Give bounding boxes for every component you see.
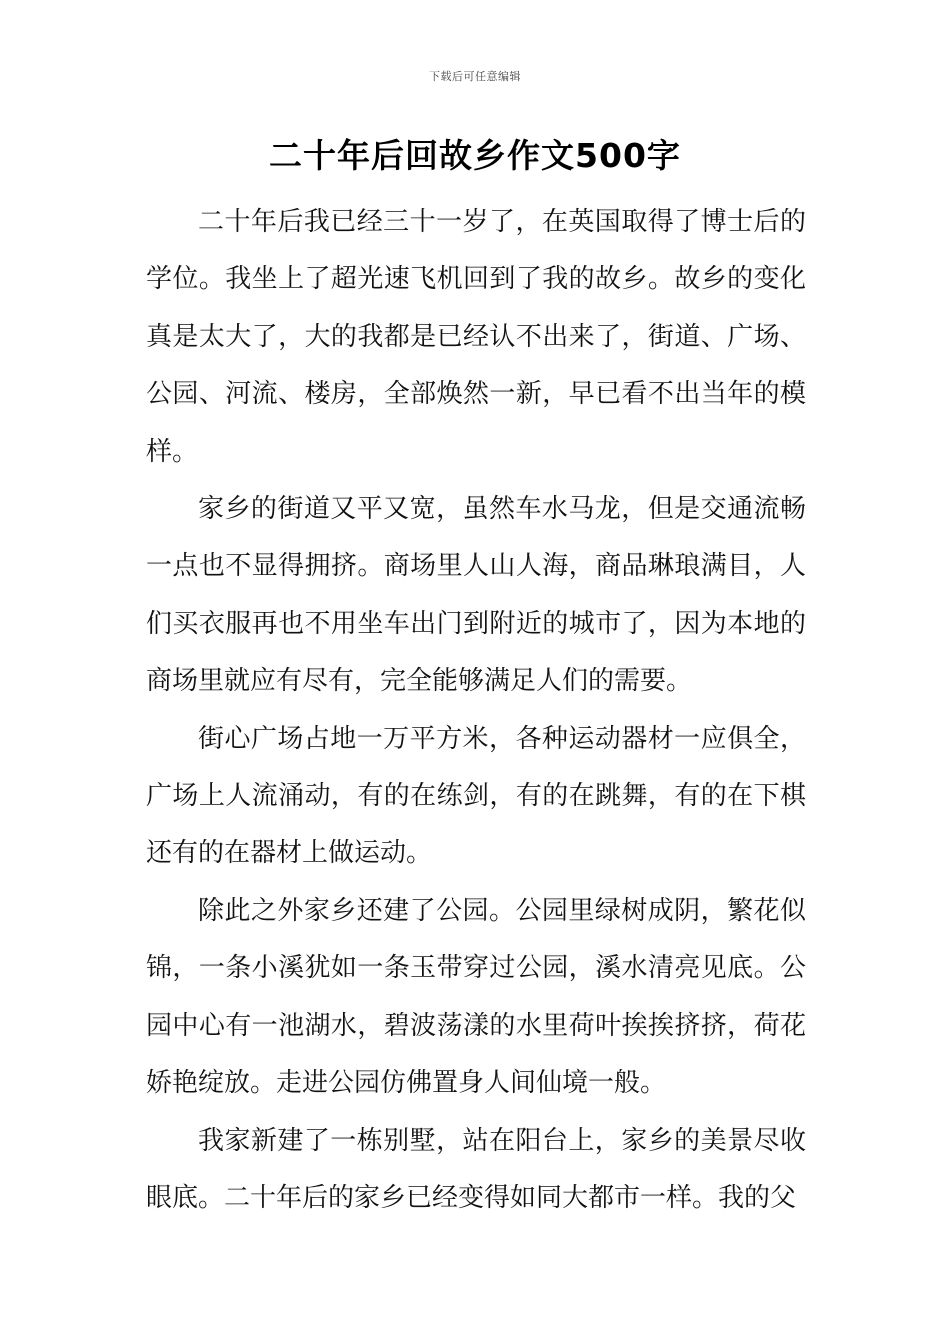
paragraph-1: 二十年后我已经三十一岁了，在英国取得了博士后的学位。我坐上了超光速飞机回到了我的故乡。故乡的变化真是太大了，大的我都是已经认不出来了，街道、广场、公园、河流、楼房，全部焕然一新，早已看不出当年的模样。: [146, 207, 806, 467]
paragraph-3: 街心广场占地一万平方米，各种运动器材一应俱全，广场上人流涌动，有的在练剑，有的在跳舞，有的在下棋还有的在器材上做运动。: [146, 723, 806, 869]
header-note: 下载后可任意编辑: [429, 70, 521, 83]
document-body: [146, 194, 806, 1227]
paragraph-4: 除此之外家乡还建了公园。公园里绿树成阴，繁花似锦，一条小溪犹如一条玉带穿过公园，溪水清亮见底。公园中心有一池湖水，碧波荡漾的水里荷叶挨挨挤挤，荷花娇艳绽放。走进公园仿佛置身人间仙境一般。: [146, 895, 806, 1099]
paragraph-5: 我家新建了一栋别墅，站在阳台上，家乡的美景尽收眼底。二十年后的家乡已经变得如同大都市一样。我的父: [146, 1125, 806, 1213]
paragraph-2: 家乡的街道又平又宽，虽然车水马龙，但是交通流畅一点也不显得拥挤。商场里人山人海，商品琳琅满目，人们买衣服再也不用坐车出门到附近的城市了，因为本地的商场里就应有尽有，完全能够满足人们的需要。: [146, 494, 806, 697]
document-title: 二十年后回故乡作文500字: [269, 136, 681, 175]
